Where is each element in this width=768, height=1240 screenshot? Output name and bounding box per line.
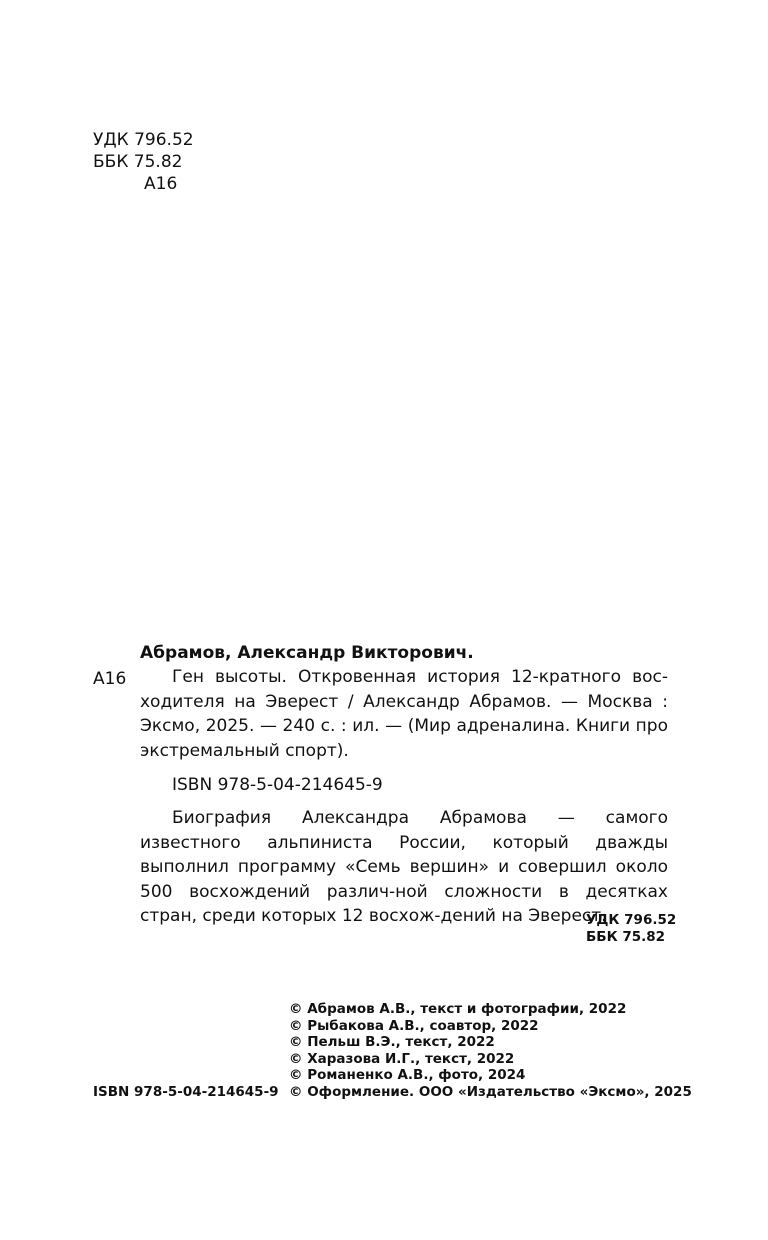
author-mark-entry: А16 (93, 669, 127, 689)
udk-code-top: УДК 796.52 (93, 130, 194, 150)
copyright-line: © Харазова И.Г., текст, 2022 (289, 1050, 515, 1067)
copyright-line: © Оформление. ООО «Издательство «Эксмо», 2025 (289, 1083, 692, 1100)
copyright-line: © Абрамов А.В., текст и фотографии, 2022 (289, 1001, 627, 1017)
author-heading: Абрамов, Александр Викторович. (140, 643, 474, 663)
copyright-list (289, 1001, 692, 1101)
copyright-line: © Пельш В.Э., текст, 2022 (289, 1034, 495, 1051)
author-mark-top: А16 (144, 174, 178, 194)
copyright-line: © Романенко А.В., фото, 2024 (289, 1067, 526, 1084)
udk-code-entry: УДК 796.52 (586, 912, 677, 928)
bbk-code-top: ББК 75.82 (93, 152, 183, 172)
copyright-line: © Рыбакова А.В., соавтор, 2022 (289, 1017, 539, 1034)
book-description: Ген высоты. Откровенная история 12-кратного вос-ходителя на Эверест / Александр Абрамов. — Москва : Эксмо, 2025. — 240 с. : ил. — (Мир адреналина. Книги про экстремальный спорт). (140, 667, 668, 761)
annotation: Биография Александра Абрамова — самого известного альпиниста России, который дважды выполнил программу «Семь вершин» и совершил около 500 восхождений различ-ной сложности в десятках стран, среди которых 12 восхож-дений на Эверест. (140, 808, 668, 927)
isbn-entry: ISBN 978-5-04-214645-9 (172, 775, 383, 795)
isbn-bottom: ISBN 978-5-04-214645-9 (93, 1084, 279, 1100)
bbk-code-entry: ББК 75.82 (586, 929, 666, 945)
